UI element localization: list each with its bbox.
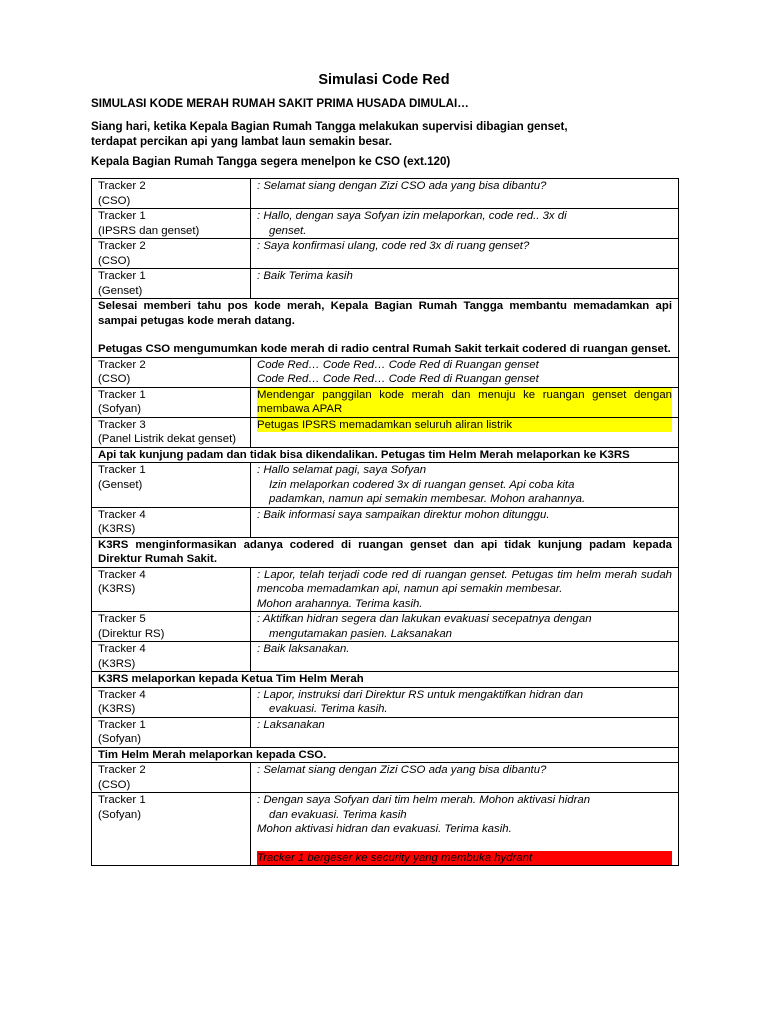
tracker-cell bbox=[92, 179, 251, 209]
tracker-location: (Panel Listrik dekat genset) bbox=[98, 433, 237, 445]
tracker-cell bbox=[92, 687, 251, 717]
table-row bbox=[92, 269, 679, 299]
tracker-label: Tracker 2 bbox=[98, 180, 146, 192]
message-cell bbox=[251, 463, 679, 508]
message-cell bbox=[251, 687, 679, 717]
tracker-label: Tracker 1 bbox=[98, 270, 146, 282]
message-cell bbox=[251, 717, 679, 747]
message-line: : Baik informasi saya sampaikan direktur mohon ditunggu. bbox=[257, 508, 550, 521]
section-note bbox=[92, 672, 679, 688]
message-line: : Hallo selamat pagi, saya Sofyan bbox=[257, 464, 427, 476]
tracker-cell bbox=[92, 269, 251, 299]
tracker-label: Tracker 1 bbox=[98, 210, 146, 222]
message-line: : Dengan saya Sofyan dari tim helm merah. Mohon aktivasi hidran bbox=[257, 794, 591, 806]
note-text: K3RS melaporkan kepada Ketua Tim Helm Merah bbox=[98, 673, 364, 685]
message-line: : Lapor, instruksi dari Direktur RS untuk mengaktifkan hidran dan bbox=[257, 688, 584, 701]
message-line: Mohon aktivasi hidran dan evakuasi. Terima kasih. bbox=[257, 823, 512, 835]
tracker-location: (Sofyan) bbox=[98, 733, 142, 745]
message-cell bbox=[251, 387, 679, 417]
table-row bbox=[92, 793, 679, 866]
tracker-label: Tracker 1 bbox=[98, 388, 146, 401]
note-text: Selesai memberi tahu pos kode merah, Kepala Bagian Rumah Tangga membantu memadamkan api sampai petugas kode merah datang. bbox=[98, 300, 672, 327]
message-line: mengutamakan pasien. Laksanakan bbox=[269, 627, 453, 640]
message-line: Code Red… Code Red… Code Red di Ruangan genset bbox=[257, 358, 539, 371]
tracker-location: (IPSRS dan genset) bbox=[98, 224, 200, 237]
message-line: : Lapor, telah terjadi code red di ruangan genset. Petugas tim helm merah sudah mencoba memadamkan api, namun api semakin membesar. bbox=[257, 568, 672, 595]
red-highlighted-note: Tracker 1 bergeser ke security yang membuka hydrant bbox=[257, 851, 672, 866]
table-row bbox=[92, 717, 679, 747]
table-row bbox=[92, 209, 679, 239]
message-line: Mohon arahannya. Terima kasih. bbox=[257, 597, 423, 610]
tracker-location: (Sofyan) bbox=[98, 403, 142, 415]
intro-line-1: SIMULASI KODE MERAH RUMAH SAKIT PRIMA HUSADA DIMULAI… bbox=[91, 97, 469, 110]
tracker-location: (Genset) bbox=[98, 284, 143, 297]
tracker-label: Tracker 4 bbox=[98, 508, 146, 521]
tracker-label: Tracker 1 bbox=[98, 718, 146, 731]
message-line: evakuasi. Terima kasih. bbox=[269, 703, 388, 715]
tracker-location: (Genset) bbox=[98, 478, 143, 491]
tracker-cell bbox=[92, 793, 251, 866]
tracker-location: (Direktur RS) bbox=[98, 627, 165, 640]
table-row bbox=[92, 672, 679, 688]
red-note-line bbox=[257, 851, 672, 866]
message-cell bbox=[251, 567, 679, 612]
tracker-cell bbox=[92, 717, 251, 747]
tracker-location: (K3RS) bbox=[98, 703, 136, 715]
table-row bbox=[92, 463, 679, 508]
tracker-label: Tracker 4 bbox=[98, 643, 146, 655]
message-line: : Hallo, dengan saya Sofyan izin melaporkan, code red.. 3x di bbox=[257, 210, 567, 222]
message-line: Izin melaporkan codered 3x di ruangan genset. Api coba kita bbox=[269, 478, 575, 491]
message-cell bbox=[251, 793, 679, 866]
tracker-cell bbox=[92, 209, 251, 239]
table-row bbox=[92, 612, 679, 642]
intro-line-2b: terdapat percikan api yang lambat laun semakin besar. bbox=[91, 134, 392, 148]
message-cell bbox=[251, 612, 679, 642]
table-row bbox=[92, 507, 679, 537]
table-row bbox=[92, 537, 679, 567]
tracker-location: (CSO) bbox=[98, 373, 131, 385]
tracker-cell bbox=[92, 463, 251, 508]
message-cell bbox=[251, 269, 679, 299]
message-line: : Saya konfirmasi ulang, code red 3x di ruang genset? bbox=[257, 240, 530, 252]
message-cell bbox=[251, 239, 679, 269]
tracker-cell bbox=[92, 507, 251, 537]
message-line: : Laksanakan bbox=[257, 718, 325, 731]
message-line: dan evakuasi. Terima kasih bbox=[269, 808, 407, 821]
table-row bbox=[92, 763, 679, 793]
message-cell bbox=[251, 642, 679, 672]
highlighted-message: Petugas IPSRS memadamkan seluruh aliran listrik bbox=[257, 418, 672, 433]
tracker-label: Tracker 2 bbox=[98, 764, 146, 776]
message-cell bbox=[251, 507, 679, 537]
table-row bbox=[92, 747, 679, 763]
message-cell bbox=[251, 417, 679, 447]
tracker-label: Tracker 1 bbox=[98, 794, 146, 806]
table-row bbox=[92, 447, 679, 463]
section-note bbox=[92, 447, 679, 463]
tracker-cell bbox=[92, 239, 251, 269]
table-row bbox=[92, 179, 679, 209]
tracker-location: (K3RS) bbox=[98, 523, 136, 535]
tracker-cell bbox=[92, 357, 251, 387]
message-line: Code Red… Code Red… Code Red di Ruangan genset bbox=[257, 373, 539, 385]
tracker-label: Tracker 2 bbox=[98, 358, 146, 371]
tracker-label: Tracker 4 bbox=[98, 568, 146, 581]
table-row bbox=[92, 239, 679, 269]
tracker-cell bbox=[92, 567, 251, 612]
message-line: : Aktifkan hidran segera dan lakukan evakuasi secepatnya dengan bbox=[257, 613, 592, 625]
intro-paragraph bbox=[91, 120, 679, 149]
message-line: : Baik laksanakan. bbox=[257, 643, 350, 655]
tracker-label: Tracker 2 bbox=[98, 240, 146, 252]
spacer bbox=[257, 837, 672, 851]
tracker-location: (K3RS) bbox=[98, 583, 136, 595]
message-line: : Selamat siang dengan Zizi CSO ada yang bisa dibantu? bbox=[257, 764, 547, 776]
tracker-location: (Sofyan) bbox=[98, 808, 142, 821]
tracker-location: (CSO) bbox=[98, 194, 131, 207]
section-note bbox=[92, 537, 679, 567]
table-row bbox=[92, 567, 679, 612]
message-line: : Selamat siang dengan Zizi CSO ada yang bisa dibantu? bbox=[257, 180, 547, 192]
spacer bbox=[98, 328, 672, 342]
table-row bbox=[92, 357, 679, 387]
highlighted-message: Mendengar panggilan kode merah dan menuju ke ruangan genset dengan membawa APAR bbox=[257, 388, 672, 415]
tracker-label: Tracker 1 bbox=[98, 464, 146, 476]
message-line: padamkan, namun api semakin membesar. Mohon arahannya. bbox=[269, 493, 586, 505]
section-note bbox=[92, 299, 679, 358]
tracker-label: Tracker 3 bbox=[98, 418, 146, 431]
note-text: Tim Helm Merah melaporkan kepada CSO. bbox=[98, 748, 327, 761]
tracker-cell bbox=[92, 417, 251, 447]
tracker-location: (CSO) bbox=[98, 778, 131, 791]
tracker-location: (K3RS) bbox=[98, 657, 136, 670]
tracker-cell bbox=[92, 612, 251, 642]
tracker-label: Tracker 5 bbox=[98, 613, 146, 625]
intro-line-3: Kepala Bagian Rumah Tangga segera menelpon ke CSO (ext.120) bbox=[91, 155, 451, 168]
section-note bbox=[92, 747, 679, 763]
tracker-label: Tracker 4 bbox=[98, 688, 146, 701]
note-text: K3RS menginformasikan adanya codered di ruangan genset dan api tidak kunjung padam kepada Direktur Rumah Sakit. bbox=[98, 538, 672, 565]
note-text: Petugas CSO mengumumkan kode merah di radio central Rumah Sakit terkait codered di ruangan genset. bbox=[98, 343, 671, 355]
message-cell bbox=[251, 763, 679, 793]
note-text: Api tak kunjung padam dan tidak bisa dikendalikan. Petugas tim Helm Merah melaporkan ke K3RS bbox=[98, 448, 630, 461]
tracker-cell bbox=[92, 642, 251, 672]
table-row bbox=[92, 687, 679, 717]
simulation-table bbox=[91, 178, 679, 866]
tracker-location: (CSO) bbox=[98, 254, 131, 267]
tracker-cell bbox=[92, 763, 251, 793]
message-cell bbox=[251, 357, 679, 387]
message-line: genset. bbox=[269, 224, 307, 237]
table-row bbox=[92, 387, 679, 417]
message-cell bbox=[251, 209, 679, 239]
message-line: : Baik Terima kasih bbox=[257, 270, 353, 282]
message-cell bbox=[251, 179, 679, 209]
tracker-cell bbox=[92, 387, 251, 417]
table-row bbox=[92, 642, 679, 672]
table-row bbox=[92, 299, 679, 358]
table-row bbox=[92, 417, 679, 447]
document-title: Simulasi Code Red bbox=[318, 72, 450, 88]
intro-line-2a: Siang hari, ketika Kepala Bagian Rumah Tangga melakukan supervisi dibagian genset, bbox=[91, 120, 568, 133]
